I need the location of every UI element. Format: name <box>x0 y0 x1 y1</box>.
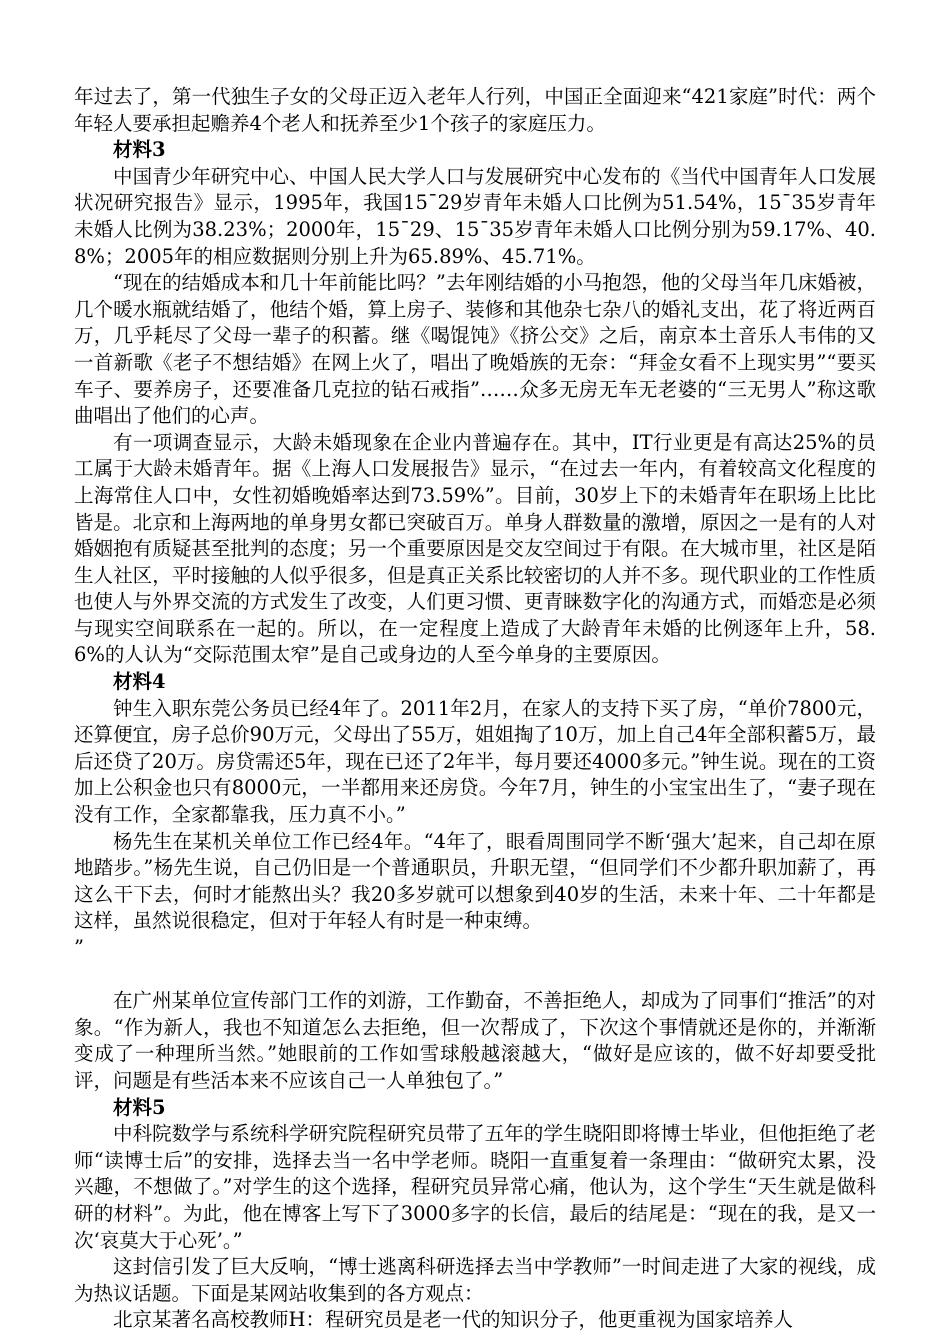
paragraph-teacher-h: 北京某著名高校教师H：程研究员是老一代的知识分子，他更重视为国家培养人 <box>113 1308 794 1332</box>
paragraph-xiaoyang: 中科院数学与系统科学研究院程研究员带了五年的学生晓阳即将博士毕业，但他拒绝了老师“读博士后”的安排，选择去当一名中学老师。晓阳一直重复着一条理由：“做研究太累，没兴趣，不想做了。”对学生的这个选择，程研究员异常心痛，他认为，这个学生“天生就是做科研的材料”。为此，他在博客上写下了3000多字的长信，最后的结尾是：“现在的我，是又一次‘哀莫大于心死’。” <box>74 1122 876 1252</box>
paragraph-liu-you: 在广州某单位宣传部门工作的刘游，工作勤奋，不善拒绝人，却成为了同事们“推活”的对象。“作为新人，我也不知道怎么去拒绝，但一次帮成了，下次这个事情就还是你的，并渐渐变成了一种理所当然。”她眼前的工作如雪球般越滚越大，“做好是应该的，做不好却要受批评，问题是有些活本来不应该自己一人单独包了。” <box>74 989 876 1092</box>
heading-material-5: 材料5 <box>113 1095 166 1119</box>
paragraph-unmarried-stats: 中国青少年研究中心、中国人民大学人口与发展研究中心发布的《当代中国青年人口发展状况研究报告》显示，1995年，我国15¯29岁青年未婚人口比例为51.54%，15¯35岁青年未婚人比例为38.23%；2000年，15¯29、15¯35岁青年未婚人口比例分别为59.17%、40.8%；2005年的相应数据则分别上升为65.89%、45.71%。 <box>74 164 876 268</box>
paragraph-marriage-cost: “现在的结婚成本和几十年前能比吗？”去年刚结婚的小马抱怨，他的父母当年几床婚被，几个暖水瓶就结婚了，他结个婚，算上房子、装修和其他杂七杂八的婚礼支出，花了将近两百万，几乎耗尽了父母一辈子的积蓄。继《喝馄饨》《挤公交》之后，南京本土音乐人韦伟的又一首新歌《老子不想结婚》在网上火了，唱出了晚婚族的无奈：“拜金女看不上现实男”“要买车子、要养房子，还要准备几克拉的钻石戒指”……众多无房无车无老婆的“三无男人”称这歌曲唱出了他们的心声。 <box>74 271 876 428</box>
heading-material-3: 材料3 <box>113 138 166 162</box>
paragraph-closing-quote: ” <box>74 936 84 959</box>
paragraph-survey-singles: 有一项调查显示，大龄未婚现象在企业内普遍存在。其中，IT行业更是有高达25%的员工属于大龄未婚青年。据《上海人口发展报告》显示，“在过去一年内，有着较高文化程度的上海常住人口中，女性初婚晚婚率达到73.59%”。目前，30岁上下的未婚青年在职场上比比皆是。北京和上海两地的单身男女都已突破百万。单身人群数量的激增，原因之一是有的人对婚姻抱有质疑甚至批判的态度；另一个重要原因是交友空间过于有限。在大城市里，社区是陌生人社区，平时接触的人似乎很多，但是真正关系比较密切的人并不多。现代职业的工作性质也使人与外界交流的方式发生了改变，人们更习惯、更青睐数字化的沟通方式，而婚恋是必须与现实空间联系在一起的。所以，在一定程度上造成了大龄青年未婚的比例逐年上升，58.6%的人认为“交际范围太窄”是自己或身边的人至今单身的主要原因。 <box>74 430 876 667</box>
paragraph-zhong-sheng: 钟生入职东莞公务员已经4年了。2011年2月，在家人的支持下买了房，“单价7800元，还算便宜，房子总价90万元，父母出了55万，姐姐掏了10万，加上自己4年全部积蓄5万，最后还贷了20万。房贷需还5年，现在已还了2年半，每月要还4000多元。”钟生说。现在的工资加上公积金也只有8000元，一半都用来还房贷。今年7月，钟生的小宝宝出生了，“妻子现在没有工作，全家都靠我，压力真不小。” <box>74 696 876 827</box>
paragraph-421-family: 年过去了，第一代独生子女的父母正迈入老年人行列，中国正全面迎来“421家庭”时代：两个年轻人要承担起赡养4个老人和抚养至少1个孩子的家庭压力。 <box>74 85 876 135</box>
paragraph-reaction: 这封信引发了巨大反响，“博士逃离科研选择去当中学教师”一时间走进了大家的视线，成为热议话题。下面是某网站收集到的各方观点： <box>74 1255 876 1305</box>
paragraph-mr-yang: 杨先生在某机关单位工作已经4年。“4年了，眼看周围同学不断‘强大’起来，自己却在原地踏步。”杨先生说，自己仍旧是一个普通职员，升职无望，“但同学们不少都升职加薪了，再这么干下去，何时才能熬出头？我20多岁就可以想象到40岁的生活，未来十年、二十年都是这样，虽然说很稳定，但对于年轻人有时是一种束缚。 <box>74 829 876 933</box>
blank-line <box>74 962 876 989</box>
heading-material-4: 材料4 <box>113 670 166 694</box>
